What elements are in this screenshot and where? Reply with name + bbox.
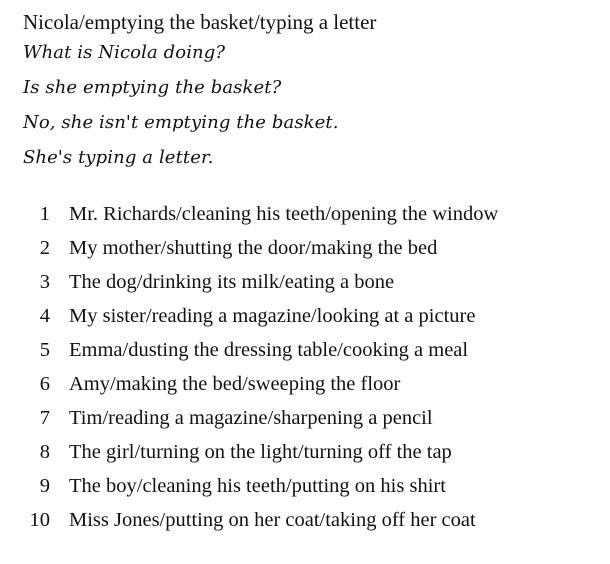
exercise-text: Miss Jones/putting on her coat/taking off her coat: [69, 509, 476, 531]
example-prompt: Nicola/emptying the basket/typing a letter: [23, 10, 377, 34]
exercise-number: 6: [39, 373, 50, 395]
exercise-text: My sister/reading a magazine/looking at a picture: [69, 305, 476, 327]
exercise-text: Amy/making the bed/sweeping the floor: [69, 373, 401, 395]
exercise-text: The girl/turning on the light/turning off the tap: [69, 441, 452, 463]
example-negative-answer: No, she isn't emptying the basket.: [23, 112, 339, 133]
exercise-number: 8: [39, 441, 50, 463]
exercise-number: 10: [29, 509, 50, 531]
exercise-number: 7: [39, 407, 50, 429]
exercise-number: 5: [39, 339, 50, 361]
exercise-text: The dog/drinking its milk/eating a bone: [69, 271, 395, 293]
example-question: What is Nicola doing?: [23, 42, 226, 63]
exercise-number: 4: [39, 305, 50, 327]
exercise-number: 2: [39, 237, 50, 259]
example-answer: She's typing a letter.: [23, 147, 214, 168]
example-yes-no-question: Is she emptying the basket?: [23, 77, 282, 98]
exercise-text: Emma/dusting the dressing table/cooking a meal: [69, 339, 469, 361]
exercise-text: Mr. Richards/cleaning his teeth/opening the window: [69, 203, 499, 225]
exercise-number: 1: [39, 203, 50, 225]
exercise-text: My mother/shutting the door/making the bed: [69, 237, 438, 259]
exercise-number: 9: [39, 475, 50, 497]
exercise-number: 3: [39, 271, 50, 293]
exercise-text: Tim/reading a magazine/sharpening a pencil: [69, 407, 433, 429]
exercise-text: The boy/cleaning his teeth/putting on his shirt: [69, 475, 446, 497]
